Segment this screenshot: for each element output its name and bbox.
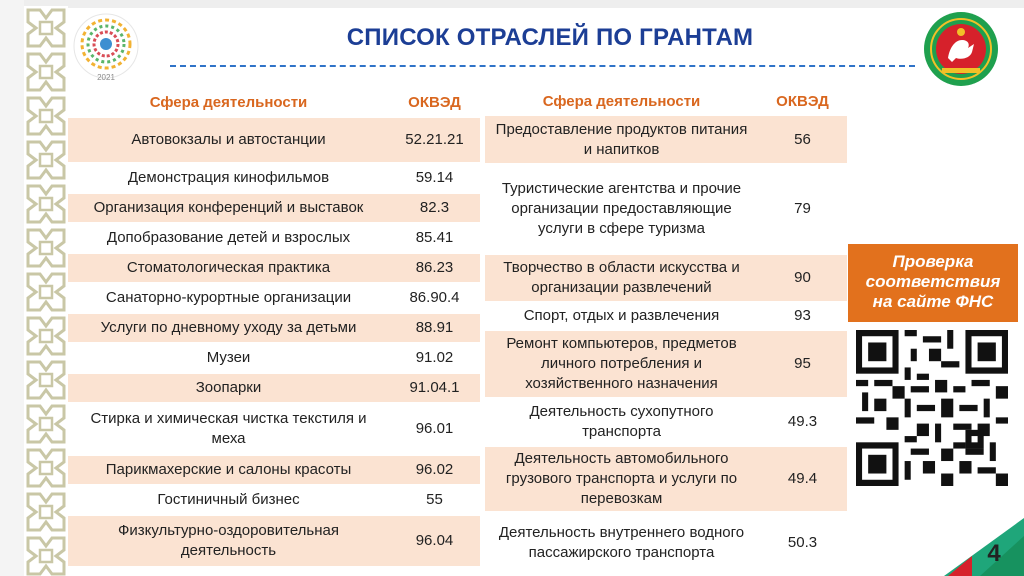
fns-check-line-3: на сайте ФНС bbox=[872, 292, 994, 311]
table-row bbox=[485, 164, 847, 254]
qr-code[interactable] bbox=[856, 330, 1008, 486]
table-row bbox=[68, 253, 480, 283]
okved-cell: 91.02 bbox=[389, 343, 480, 373]
coat-of-arms bbox=[922, 10, 1000, 88]
sphere-cell: Физкультурно-оздоровительная деятельность bbox=[68, 515, 389, 567]
column-header-sphere: Сфера деятельности bbox=[485, 88, 758, 116]
table-row bbox=[485, 398, 847, 446]
table-row bbox=[68, 163, 480, 193]
sphere-cell: Деятельность внутреннего водного пассажирского транспорта bbox=[485, 512, 758, 574]
okved-cell: 91.04.1 bbox=[389, 373, 480, 403]
okved-cell: 49.4 bbox=[758, 446, 847, 512]
table-row bbox=[68, 193, 480, 223]
sphere-cell: Зоопарки bbox=[68, 373, 389, 403]
tatarstan-coat-of-arms-icon bbox=[922, 10, 1000, 88]
sphere-cell: Санаторно-курортные организации bbox=[68, 283, 389, 313]
column-header-okved: ОКВЭД bbox=[389, 88, 480, 118]
table-row bbox=[68, 373, 480, 403]
right-industry-table bbox=[485, 88, 847, 575]
fns-check-line-2: соответствия bbox=[865, 272, 1001, 291]
okved-cell: 96.04 bbox=[389, 515, 480, 567]
sphere-cell: Автовокзалы и автостанции bbox=[68, 118, 389, 163]
okved-cell: 86.90.4 bbox=[389, 283, 480, 313]
okved-cell: 50.3 bbox=[758, 512, 847, 574]
okved-cell: 49.3 bbox=[758, 398, 847, 446]
column-header-okved: ОКВЭД bbox=[758, 88, 847, 116]
svg-text:2021: 2021 bbox=[97, 73, 115, 82]
okved-cell: 86.23 bbox=[389, 253, 480, 283]
table-row bbox=[485, 302, 847, 330]
sphere-cell: Туристические агентства и прочие организации предоставляющие услуги в сфере туризма bbox=[485, 164, 758, 254]
page-title: СПИСОК ОТРАСЛЕЙ ПО ГРАНТАМ bbox=[346, 24, 754, 51]
sphere-cell: Ремонт компьютеров, предметов личного потребления и хозяйственного назначения bbox=[485, 330, 758, 398]
left-industry-table bbox=[68, 88, 480, 568]
table-row bbox=[485, 116, 847, 164]
table-header bbox=[485, 88, 847, 116]
okved-cell: 59.14 bbox=[389, 163, 480, 193]
okved-cell: 88.91 bbox=[389, 313, 480, 343]
sphere-cell: Деятельность автомобильного грузового транспорта и услуги по перевозкам bbox=[485, 446, 758, 512]
sphere-cell: Деятельность сухопутного транспорта bbox=[485, 398, 758, 446]
page-number: 4 bbox=[987, 540, 1001, 567]
table-row bbox=[485, 446, 847, 512]
sphere-cell: Музеи bbox=[68, 343, 389, 373]
title-dashed-rule bbox=[170, 65, 915, 67]
table-row bbox=[485, 254, 847, 302]
okved-cell: 96.02 bbox=[389, 455, 480, 485]
sphere-cell: Допобразование детей и взрослых bbox=[68, 223, 389, 253]
table-row bbox=[68, 223, 480, 253]
column-header-sphere: Сфера деятельности bbox=[68, 88, 389, 118]
sphere-cell: Предоставление продуктов питания и напитков bbox=[485, 116, 758, 164]
sphere-cell: Стирка и химическая чистка текстиля и меха bbox=[68, 403, 389, 455]
ornament-border-icon bbox=[24, 6, 68, 576]
sphere-cell: Спорт, отдых и развлечения bbox=[485, 302, 758, 330]
okved-cell: 79 bbox=[758, 164, 847, 254]
sphere-cell: Творчество в области искусства и организации развлечений bbox=[485, 254, 758, 302]
table-row bbox=[68, 118, 480, 163]
fns-check-line-1: Проверка bbox=[892, 252, 974, 271]
table-row bbox=[485, 512, 847, 574]
okved-cell: 90 bbox=[758, 254, 847, 302]
fns-check-banner[interactable] bbox=[848, 244, 1018, 322]
okved-cell: 96.01 bbox=[389, 403, 480, 455]
okved-cell: 55 bbox=[389, 485, 480, 515]
table-row bbox=[68, 515, 480, 567]
table-row bbox=[68, 313, 480, 343]
anniversary-logo bbox=[70, 12, 142, 84]
okved-cell: 52.21.21 bbox=[389, 118, 480, 163]
top-strip bbox=[0, 0, 1024, 8]
sphere-cell: Услуги по дневному уходу за детьми bbox=[68, 313, 389, 343]
qr-code-icon bbox=[856, 330, 1008, 486]
okved-cell: 93 bbox=[758, 302, 847, 330]
table-row bbox=[485, 330, 847, 398]
okved-cell: 56 bbox=[758, 116, 847, 164]
sphere-cell: Стоматологическая практика bbox=[68, 253, 389, 283]
table-row bbox=[68, 485, 480, 515]
table-row bbox=[68, 403, 480, 455]
table-row bbox=[68, 455, 480, 485]
sphere-cell: Парикмахерские и салоны красоты bbox=[68, 455, 389, 485]
okved-cell: 85.41 bbox=[389, 223, 480, 253]
sphere-cell: Организация конференций и выставок bbox=[68, 193, 389, 223]
okved-cell: 95 bbox=[758, 330, 847, 398]
tatarstan-anniversary-emblem-icon bbox=[70, 12, 142, 84]
sphere-cell: Гостиничный бизнес bbox=[68, 485, 389, 515]
left-margin bbox=[0, 0, 24, 576]
sphere-cell: Демонстрация кинофильмов bbox=[68, 163, 389, 193]
table-header bbox=[68, 88, 480, 118]
table-row bbox=[68, 343, 480, 373]
okved-cell: 82.3 bbox=[389, 193, 480, 223]
table-row bbox=[68, 283, 480, 313]
